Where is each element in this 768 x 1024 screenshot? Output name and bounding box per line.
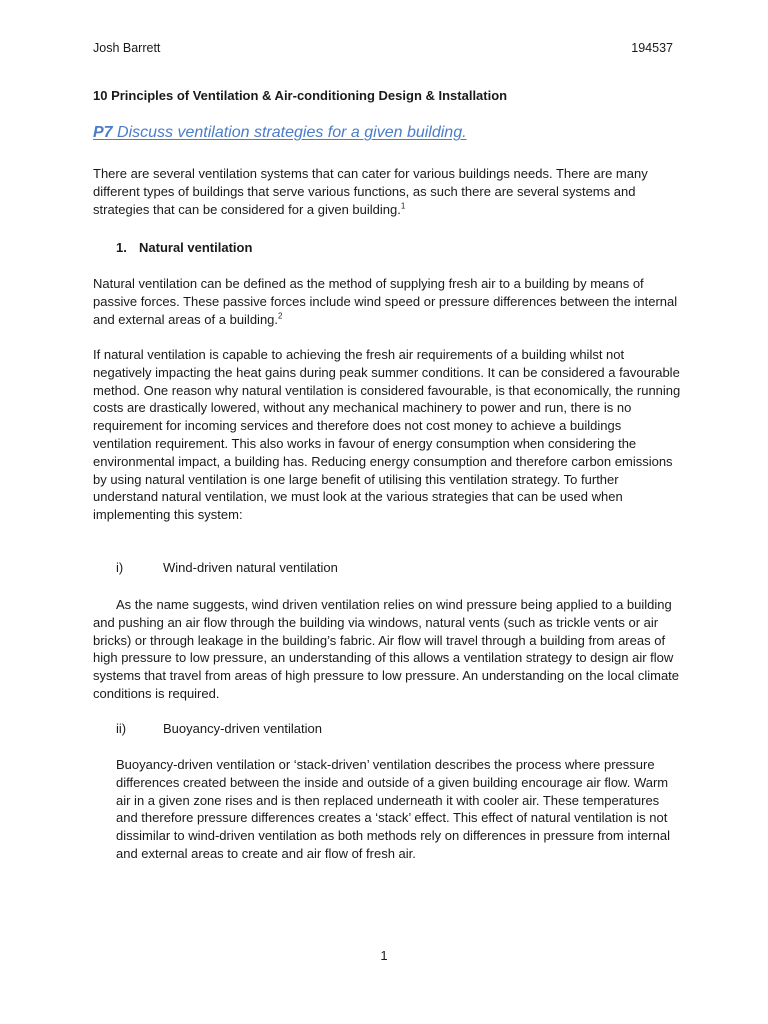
subsection-number: ii)	[116, 721, 127, 736]
subsection-heading-buoyancy-driven	[116, 721, 322, 736]
subsection-number: i)	[116, 560, 124, 575]
document-title: 10 Principles of Ventilation & Air-conditioning Design & Installation	[93, 88, 508, 103]
task-text: Discuss ventilation strategies for a given building.	[117, 124, 467, 141]
buoyancy-driven-paragraph: Buoyancy-driven ventilation or ‘stack-driven’ ventilation describes the process where pressure differences created between the inside and outside of a given building encourage air flow. Warm air in a given zone rises and is then replaced underneath it with cooler air. These temperatures and therefore pressure differences creates a ‘stack’ effect. This effect of natural ventilation is not dissimilar to wind-driven ventilation as both methods rely on differences in pressure from internal and external areas to create and air flow of fresh air.	[116, 757, 670, 861]
wind-driven-paragraph: As the name suggests, wind driven ventilation relies on wind pressure being applied to a building and pushing an air flow through the building via windows, natural vents (such as trickle vents or air bricks) or through leakage in the building’s fabric. Air flow will travel through a building from areas of high pressure to low pressure, an understanding of this allows a ventilation strategy to design air flow systems that travel from areas of high pressure to low pressure. An understanding on the local climate conditions is required.	[93, 597, 680, 701]
header-author: Josh Barrett	[93, 41, 161, 55]
definition-text: Natural ventilation can be defined as the method of supplying fresh air to a building by means of passive forces. These passive forces include wind speed or pressure differences between the internal and external areas of a building.	[93, 276, 678, 327]
footnote-ref: 1	[400, 201, 406, 211]
definition-paragraph	[93, 275, 683, 328]
benefits-paragraph: If natural ventilation is capable to achieving the fresh air requirements of a building whilst not negatively impacting the heat gains during peak summer conditions. It can be considered a favourable method. One reason why natural ventilation is considered favourable, is that economically, the running costs are drastically lowered, without any mechanical machinery to power and run, there is no requirement for incoming services and therefore does not cost money to achieve a buildings ventilation requirement. This also works in favour of energy consumption when considering the environmental impact, a building has. Reducing energy consumption and therefore carbon emissions by using natural ventilation is one large benefit of utilising this ventilation strategy. To further understand natural ventilation, we must look at the various strategies that can be used when implementing this system:	[93, 347, 681, 523]
intro-text: There are several ventilation systems that can cater for various buildings needs. There are many different types of buildings that serve various functions, as such there are several systems and strategies that can be considered for a given building.	[93, 166, 648, 217]
header-student-id: 194537	[631, 41, 673, 55]
task-code: P7	[93, 124, 113, 141]
subsection-title: Wind-driven natural ventilation	[163, 560, 338, 575]
intro-paragraph	[93, 165, 683, 218]
task-heading	[93, 124, 467, 142]
section-number: 1.	[116, 240, 127, 255]
footnote-ref: 2	[278, 311, 283, 321]
subsection-title: Buoyancy-driven ventilation	[163, 721, 322, 736]
subsection-heading-wind-driven	[116, 560, 338, 575]
section-title: Natural ventilation	[139, 240, 253, 255]
section-heading-natural-ventilation	[116, 240, 252, 255]
page-number: 1	[380, 948, 388, 963]
